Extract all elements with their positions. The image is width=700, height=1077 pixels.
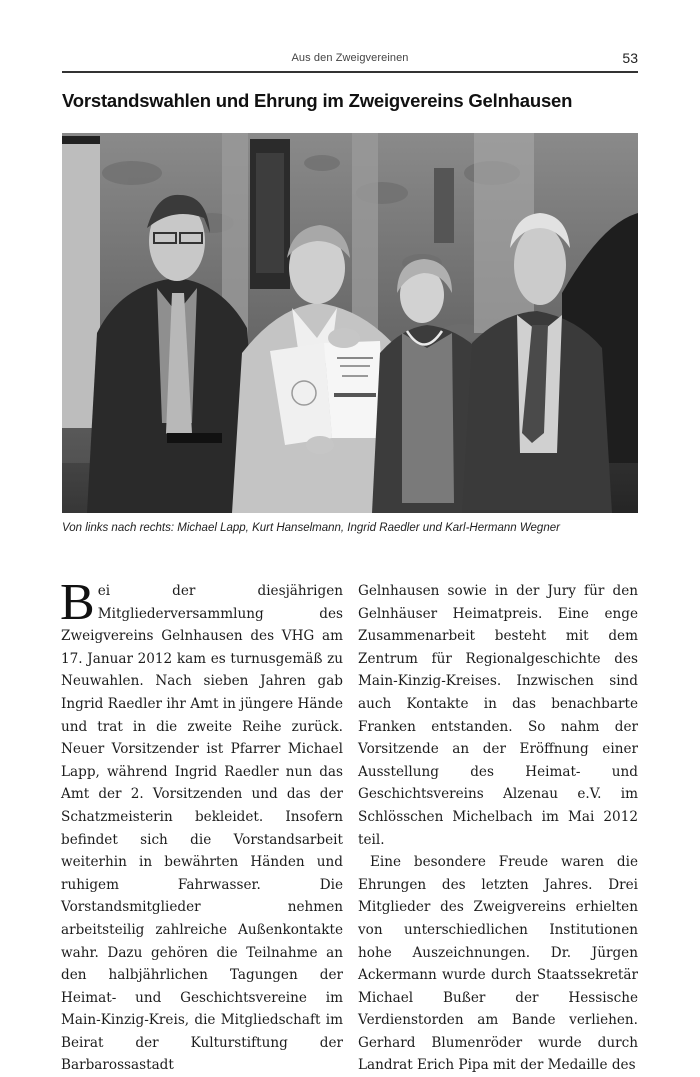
paragraph-1-text: ei der diesjährigen Mitgliederversammlung des Zweigvereins Gelnhausen des VHG am 17. Januar 2012 kam es turnusgemäß zu Neuwahlen. Nach sieben Jahren gab Ingrid Raedler ihr Amt in jüngere Hände und trat in die zweite Reihe zurück. Neuer Vorsitzender ist Pfarrer Michael Lapp, während Ingrid Raedler nun das Amt der 2. Vorsitzenden und das der Schatzmeisterin bekleidet. Insofern befindet sich die Vorstandsarbeit weiterhin in bewährten Händen und ruhigem Fahrwasser. Die Vorstandsmitglieder nehmen arbeitsteilig zahlreiche Außenkontakte wahr. Dazu gehören die Teilnahme an den halbjährlichen Tagungen der Heimat- und Geschichtsvereine im Main-Kinzig-Kreis, die Mitgliedschaft im Beirat der Kulturstiftung der Barbarossastadt: [61, 583, 343, 1074]
paragraph-1: [60, 574, 343, 1077]
running-header: [62, 50, 638, 68]
article-title: Vorstandswahlen und Ehrung im Zweigvereins Gelnhausen: [62, 90, 573, 111]
page-number: 53: [622, 50, 638, 66]
header-rule: [62, 71, 638, 73]
paragraph-2: Eine besondere Freude waren die Ehrungen des letzten Jahres. Drei Mitglieder des Zweigvereins erhielten von unterschiedlichen Institutionen hohe Auszeichnungen. Dr. Jürgen Ackermann wurde durch Staatssekretär Michael Bußer der Hessische Verdienstorden am Bande verliehen. Gerhard Blumenröder wurde durch Landrat Erich Pipa mit der Medaille des: [358, 854, 638, 1074]
paragraph-1-continued: Gelnhausen sowie in der Jury für den Gelnhäuser Heimatpreis. Eine enge Zusammenarbeit besteht mit dem Zentrum für Regionalgeschichte des Main-Kinzig-Kreises. Inzwischen sind auch Kontakte in das benachbarte Franken entstanden. So nahm der Vorsitzende an der Eröffnung einer Ausstellung des Heimat- und Geschichtsvereins Alzenau e.V. im Schlösschen Michelbach im Mai 2012 teil.: [358, 583, 638, 848]
group-photo: [62, 133, 638, 513]
text-column-left: [60, 574, 343, 1077]
running-title: Aus den Zweigvereinen: [291, 52, 409, 64]
honor-certificate: [270, 341, 384, 445]
photo-caption: Von links nach rechts: Michael Lapp, Kurt Hanselmann, Ingrid Raedler und Karl-Hermann Wegner: [62, 522, 560, 534]
text-column-right: [358, 580, 638, 1077]
drop-cap: B: [60, 574, 95, 631]
